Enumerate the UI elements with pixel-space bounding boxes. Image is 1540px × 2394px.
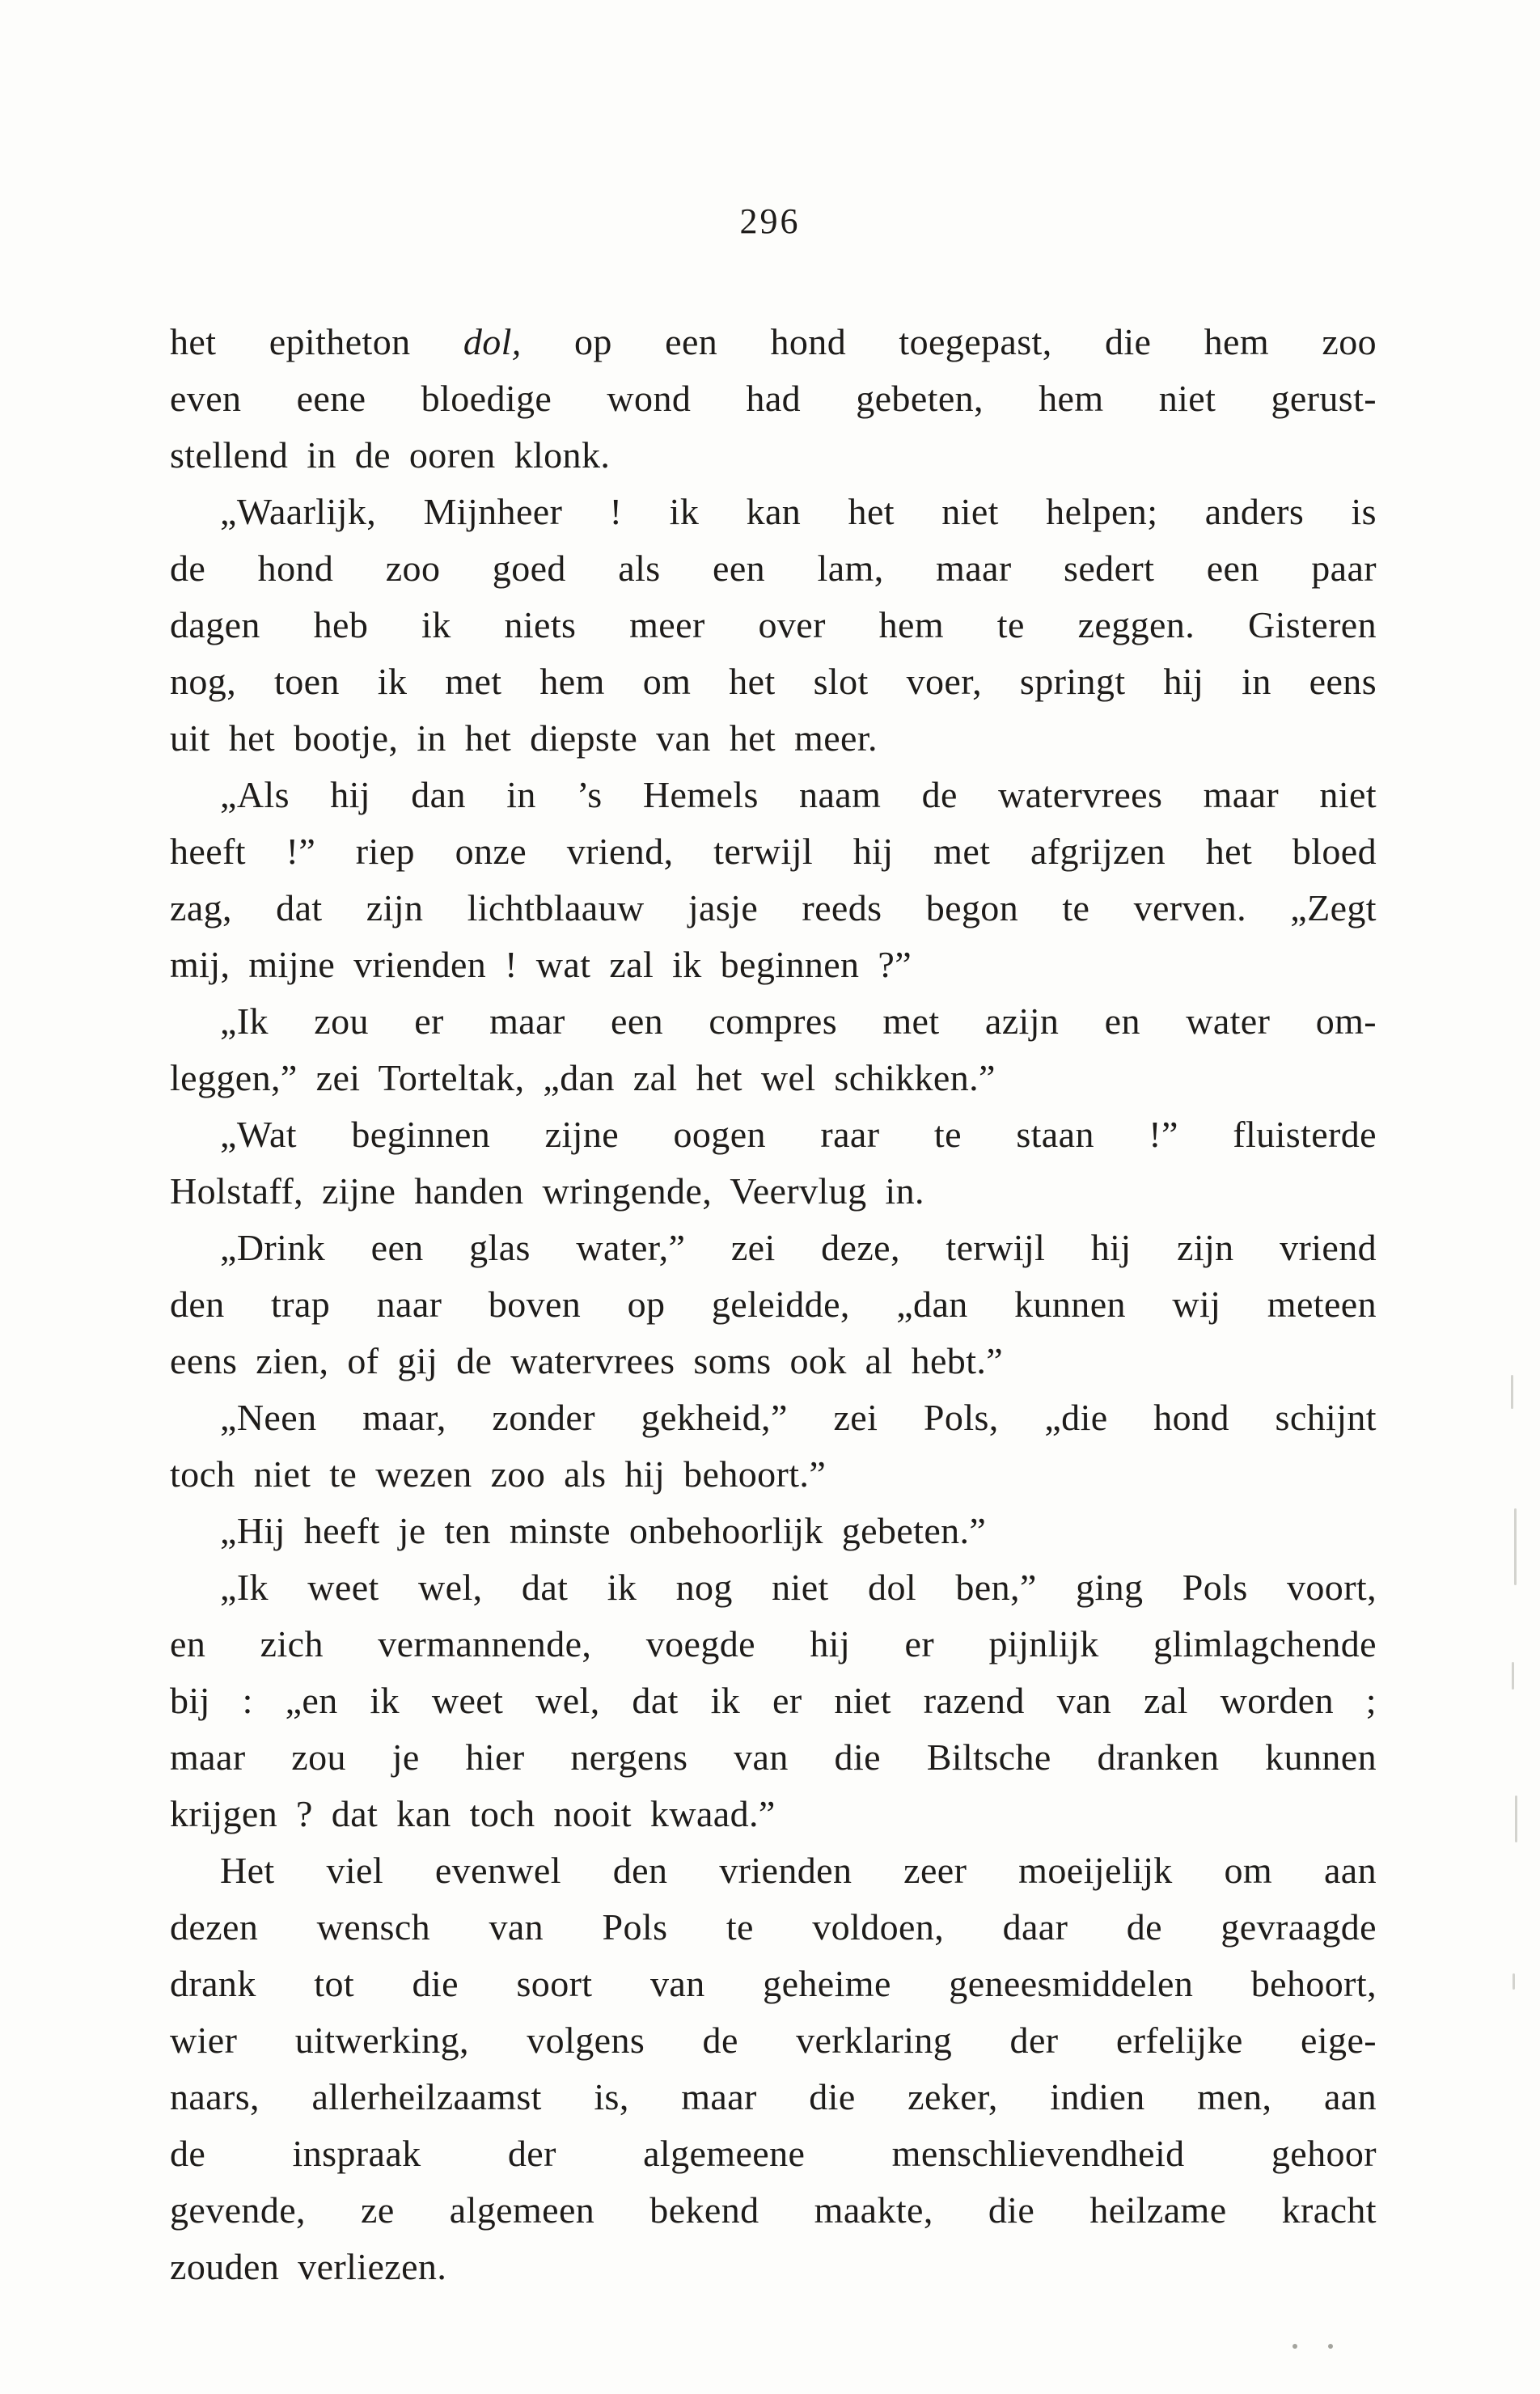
text-line: „Neen maar, zonder gekheid,” zei Pols, „die hond schijnt — [220, 1397, 1377, 1438]
text-line: maar zou je hier nergens van die Biltsche dranken kunnen — [170, 1736, 1377, 1778]
text-line: „Waarlijk, Mijnheer ! ik kan het niet helpen; anders is — [220, 491, 1377, 532]
scan-artifact — [1292, 2344, 1297, 2349]
paragraph — [170, 993, 1377, 1106]
text-line — [170, 314, 1377, 370]
italic-word: dol, — [463, 321, 522, 362]
text-line: „Drink een glas water,” zei deze, terwijl hij zijn vriend — [220, 1227, 1377, 1268]
text-line: de inspraak der algemeene menschlievendheid gehoor — [170, 2133, 1377, 2174]
text-run: het epitheton — [170, 321, 463, 362]
text-line: zag, dat zijn lichtblaauw jasje reeds begon te verven. „Zegt — [170, 887, 1377, 928]
text-line: zouden verliezen. — [170, 2246, 447, 2287]
text-line: gevende, ze algemeen bekend maakte, die heilzame kracht — [170, 2189, 1377, 2231]
text-line: „Hij heeft je ten minste onbehoorlijk gebeten.” — [220, 1510, 987, 1551]
text-line: nog, toen ik met hem om het slot voer, springt hij in eens — [170, 661, 1377, 702]
text-line: mij, mijne vrienden ! wat zal ik beginnen ?” — [170, 944, 912, 985]
text-line: stellend in de ooren klonk. — [170, 434, 611, 476]
page-number: 296 — [739, 201, 801, 241]
paragraph — [170, 1842, 1377, 2295]
text-line: dezen wensch van Pols te voldoen, daar de gevraagde — [170, 1906, 1377, 1948]
text-line: den trap naar boven op geleidde, „dan kunnen wij meteen — [170, 1284, 1377, 1325]
paragraph — [170, 314, 1377, 484]
scan-artifact — [1512, 1662, 1514, 1690]
text-line: de hond zoo goed als een lam, maar sedert een paar — [170, 548, 1377, 589]
text-line: even eene bloedige wond had gebeten, hem niet gerust- — [170, 378, 1377, 419]
text-line: „Ik weet wel, dat ik nog niet dol ben,” ging Pols voort, — [220, 1567, 1377, 1608]
text-line: „Ik zou er maar een compres met azijn en water om- — [220, 1000, 1377, 1042]
scan-artifact — [1511, 1375, 1513, 1409]
text-line: naars, allerheilzaamst is, maar die zeker, indien men, aan — [170, 2076, 1377, 2117]
paragraph — [170, 1220, 1377, 1389]
text-line: „Als hij dan in ’s Hemels naam de watervrees maar niet — [220, 774, 1377, 815]
text-line: leggen,” zei Torteltak, „dan zal het wel schikken.” — [170, 1057, 996, 1098]
paragraph — [170, 1503, 1377, 1559]
text-line: Holstaff, zijne handen wringende, Veervlug in. — [170, 1170, 924, 1212]
text-line: „Wat beginnen zijne oogen raar te staan !” fluisterde — [220, 1114, 1377, 1155]
text-line: wier uitwerking, volgens de verklaring der erfelijke eige- — [170, 2020, 1377, 2061]
text-line: toch niet te wezen zoo als hij behoort.” — [170, 1453, 827, 1495]
text-line: drank tot die soort van geheime geneesmiddelen behoort, — [170, 1963, 1377, 2004]
scan-artifact — [1515, 1796, 1517, 1842]
paragraph — [170, 484, 1377, 767]
paragraph — [170, 767, 1377, 993]
text-line: krijgen ? dat kan toch nooit kwaad.” — [170, 1793, 776, 1834]
text-block — [170, 314, 1377, 2295]
paragraph — [170, 1389, 1377, 1503]
text-run: op een hond toegepast, die hem zoo — [521, 321, 1377, 362]
paragraph — [170, 1106, 1377, 1220]
text-line: en zich vermannende, voegde hij er pijnlijk glimlagchende — [170, 1623, 1377, 1664]
text-line: uit het bootje, in het diepste van het meer. — [170, 717, 878, 759]
scan-artifact — [1328, 2344, 1333, 2349]
text-line: Het viel evenwel den vrienden zeer moeijelijk om aan — [220, 1850, 1377, 1891]
text-line: bij : „en ik weet wel, dat ik er niet razend van zal worden ; — [170, 1680, 1377, 1721]
paragraph — [170, 1559, 1377, 1842]
text-line: dagen heb ik niets meer over hem te zeggen. Gisteren — [170, 604, 1377, 645]
scan-artifact — [1514, 1508, 1517, 1585]
text-line: heeft !” riep onze vriend, terwijl hij met afgrijzen het bloed — [170, 831, 1377, 872]
scan-artifact — [1512, 1973, 1515, 1990]
text-line: eens zien, of gij de watervrees soms ook al hebt.” — [170, 1340, 1004, 1381]
